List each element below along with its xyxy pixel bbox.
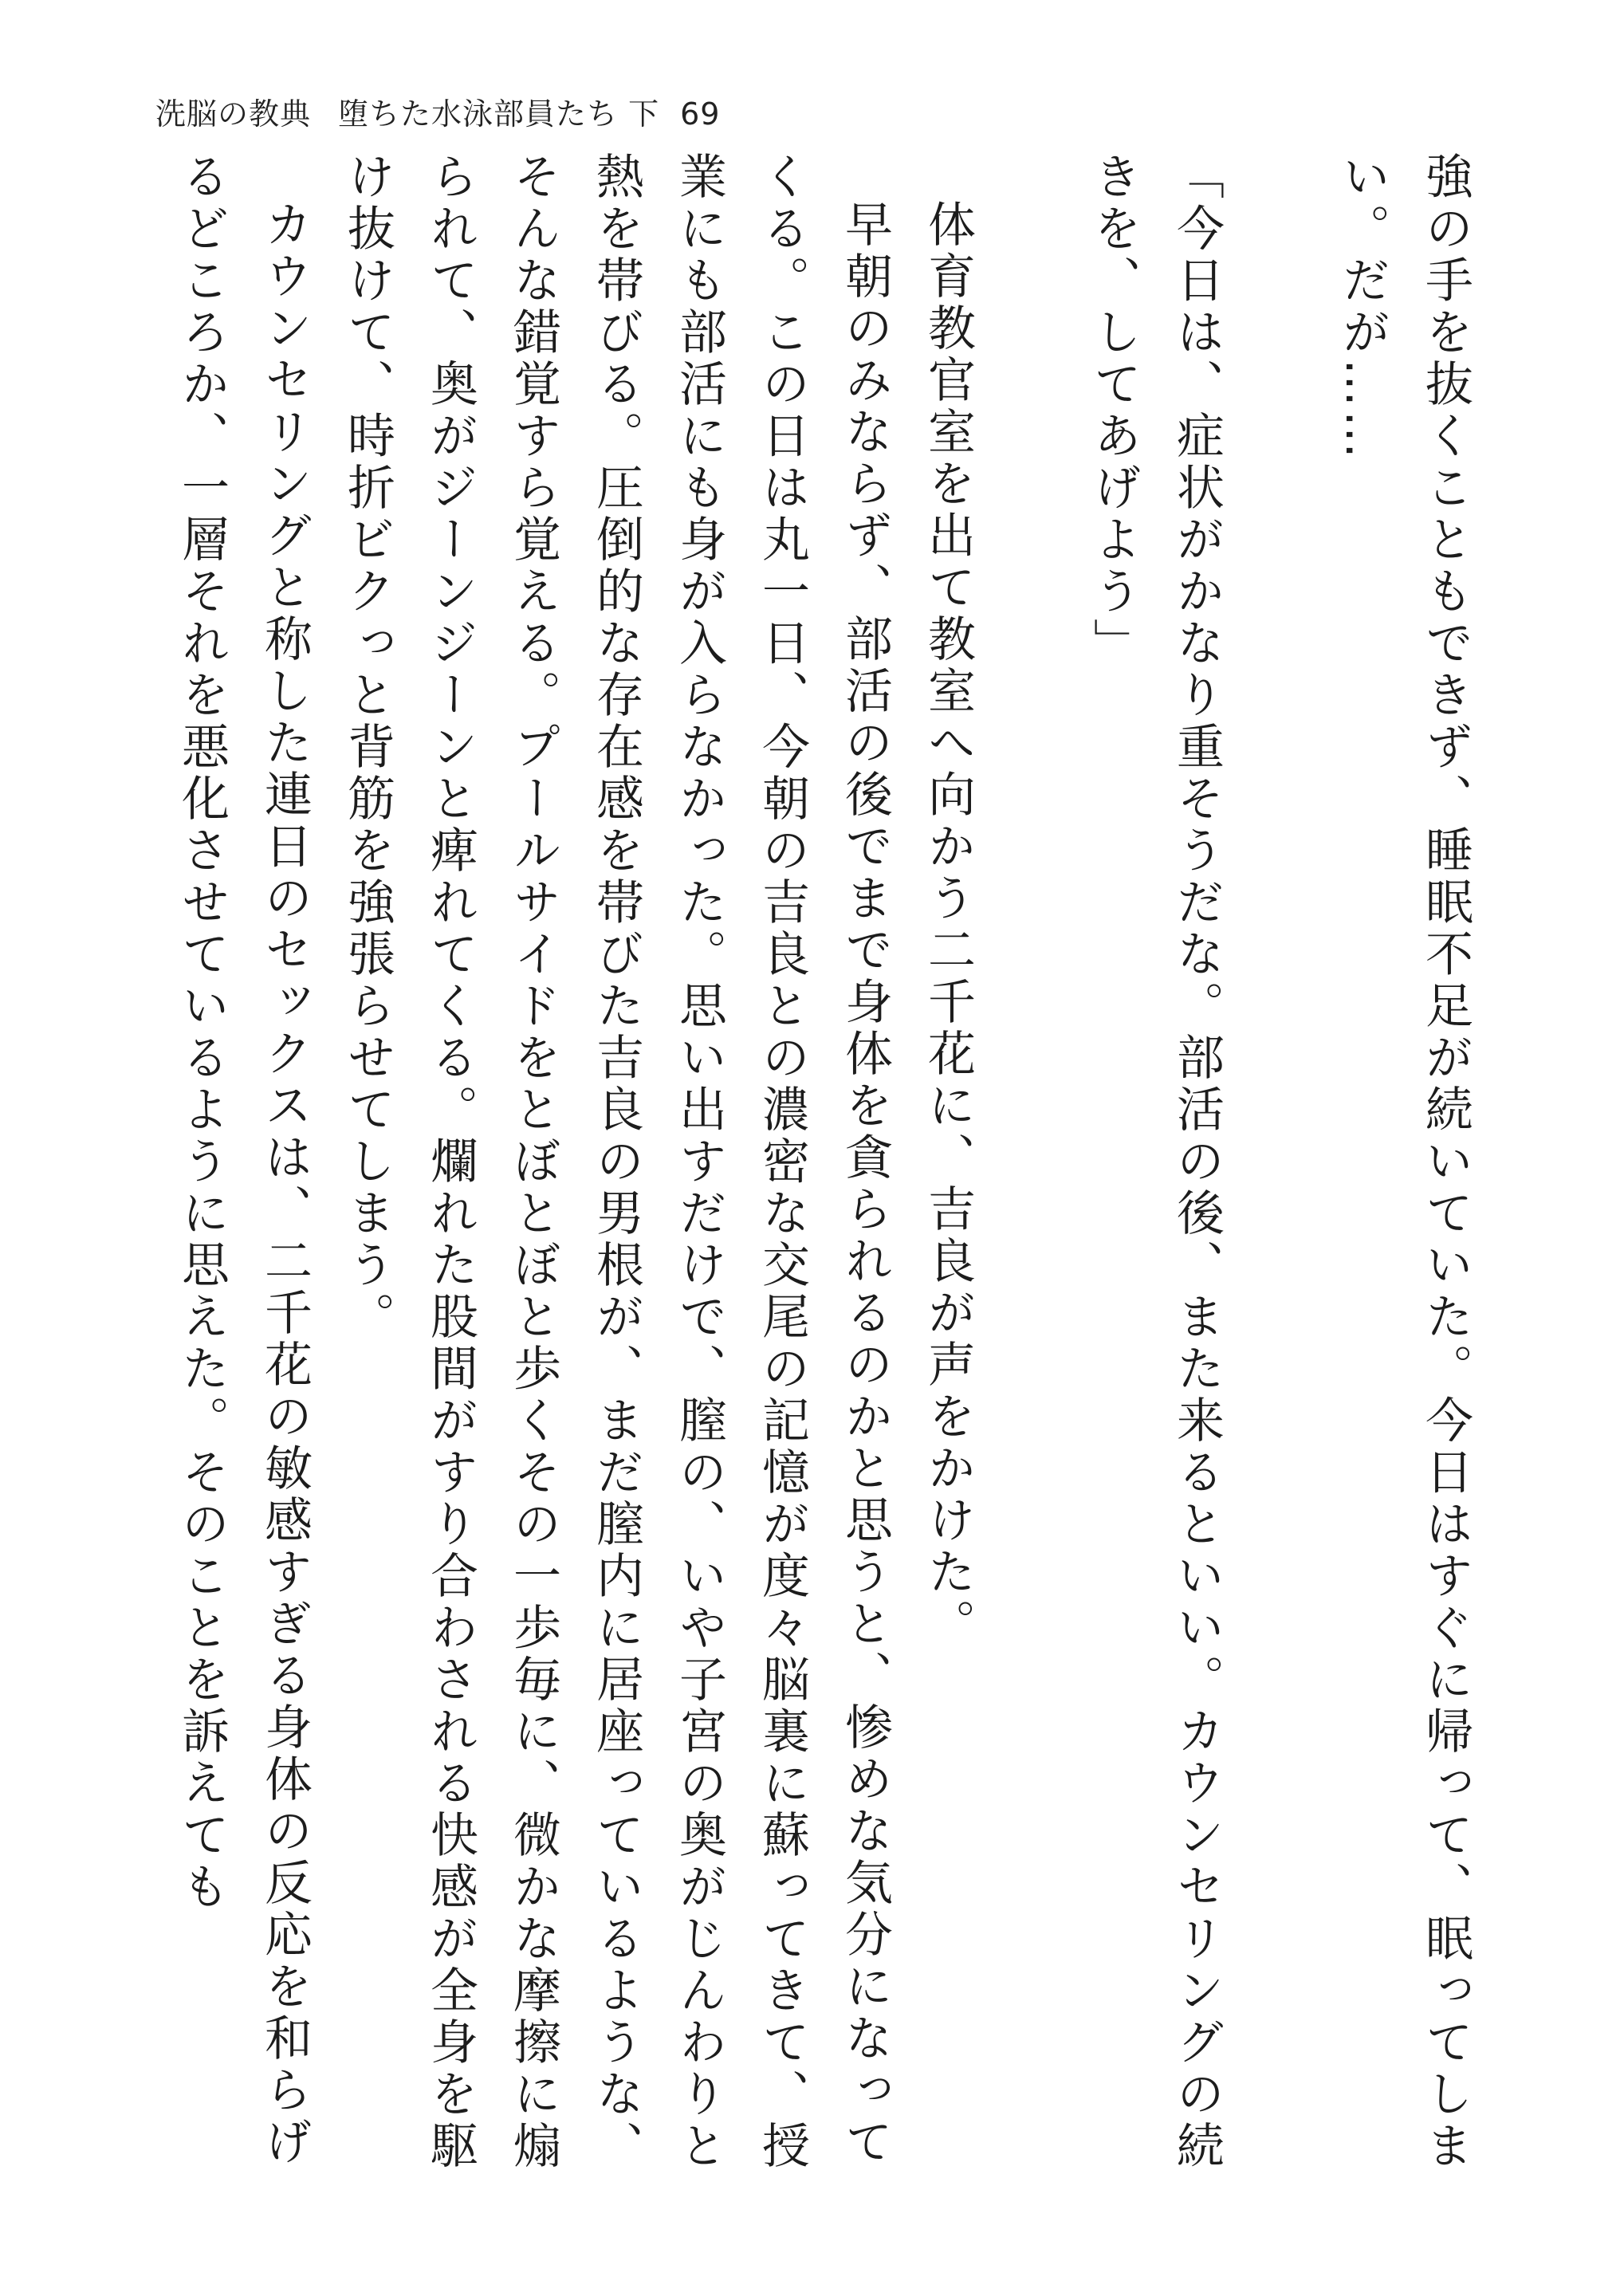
dialogue-paragraph: 「今日は、症状がかなり重そうだな。部活の後、また来るといい。カウンセリングの続きを、してあげよう」 bbox=[1086, 151, 1225, 2172]
book-subtitle: 堕ちた水泳部員たち 下 bbox=[338, 96, 660, 132]
blank-line bbox=[1238, 151, 1321, 2192]
paragraph-continuation: 強の手を抜くこともできず、睡眠不足が続いていた。今日はすぐに帰って、眠ってしまい。だが…… bbox=[1335, 151, 1473, 2172]
vertical-body-text bbox=[155, 151, 1487, 2192]
running-head bbox=[155, 89, 720, 133]
page-number: 69 bbox=[680, 96, 721, 132]
book-title: 洗脳の教典 bbox=[155, 96, 312, 132]
narrative-paragraph: 早朝のみならず、部活の後でまで身体を貪られるのかと思うと、惨めな気分になってくる。この日は丸一日、今朝の吉良との濃密な交尾の記憶が度々脳裏に蘇ってきて、授業にも部活にも身が入らなかった。思い出すだけで、膣の、いや子宮の奥がじんわりと熱を帯びる。圧倒的な存在感を帯びた吉良の男根が、まだ膣内に居座っているような、そんな錯覚すら覚える。プールサイドをとぼとぼと歩くその一歩毎に、微かな摩擦に煽られて、奥がジーンジーンと痺れてくる。爛れた股間がすり合わされる快感が全身を駆け抜けて、時折ビクっと背筋を強張らせてしまう。 bbox=[340, 151, 893, 2172]
narrative-paragraph: 体育教官室を出て教室へ向かう二千花に、吉良が声をかけた。 bbox=[920, 199, 976, 1650]
blank-line bbox=[989, 151, 1072, 2192]
narrative-paragraph: カウンセリングと称した連日のセックスは、二千花の敏感すぎる身体の反応を和らげるどころか、一層それを悪化させているように思えた。そのことを訴えても bbox=[174, 151, 313, 2168]
